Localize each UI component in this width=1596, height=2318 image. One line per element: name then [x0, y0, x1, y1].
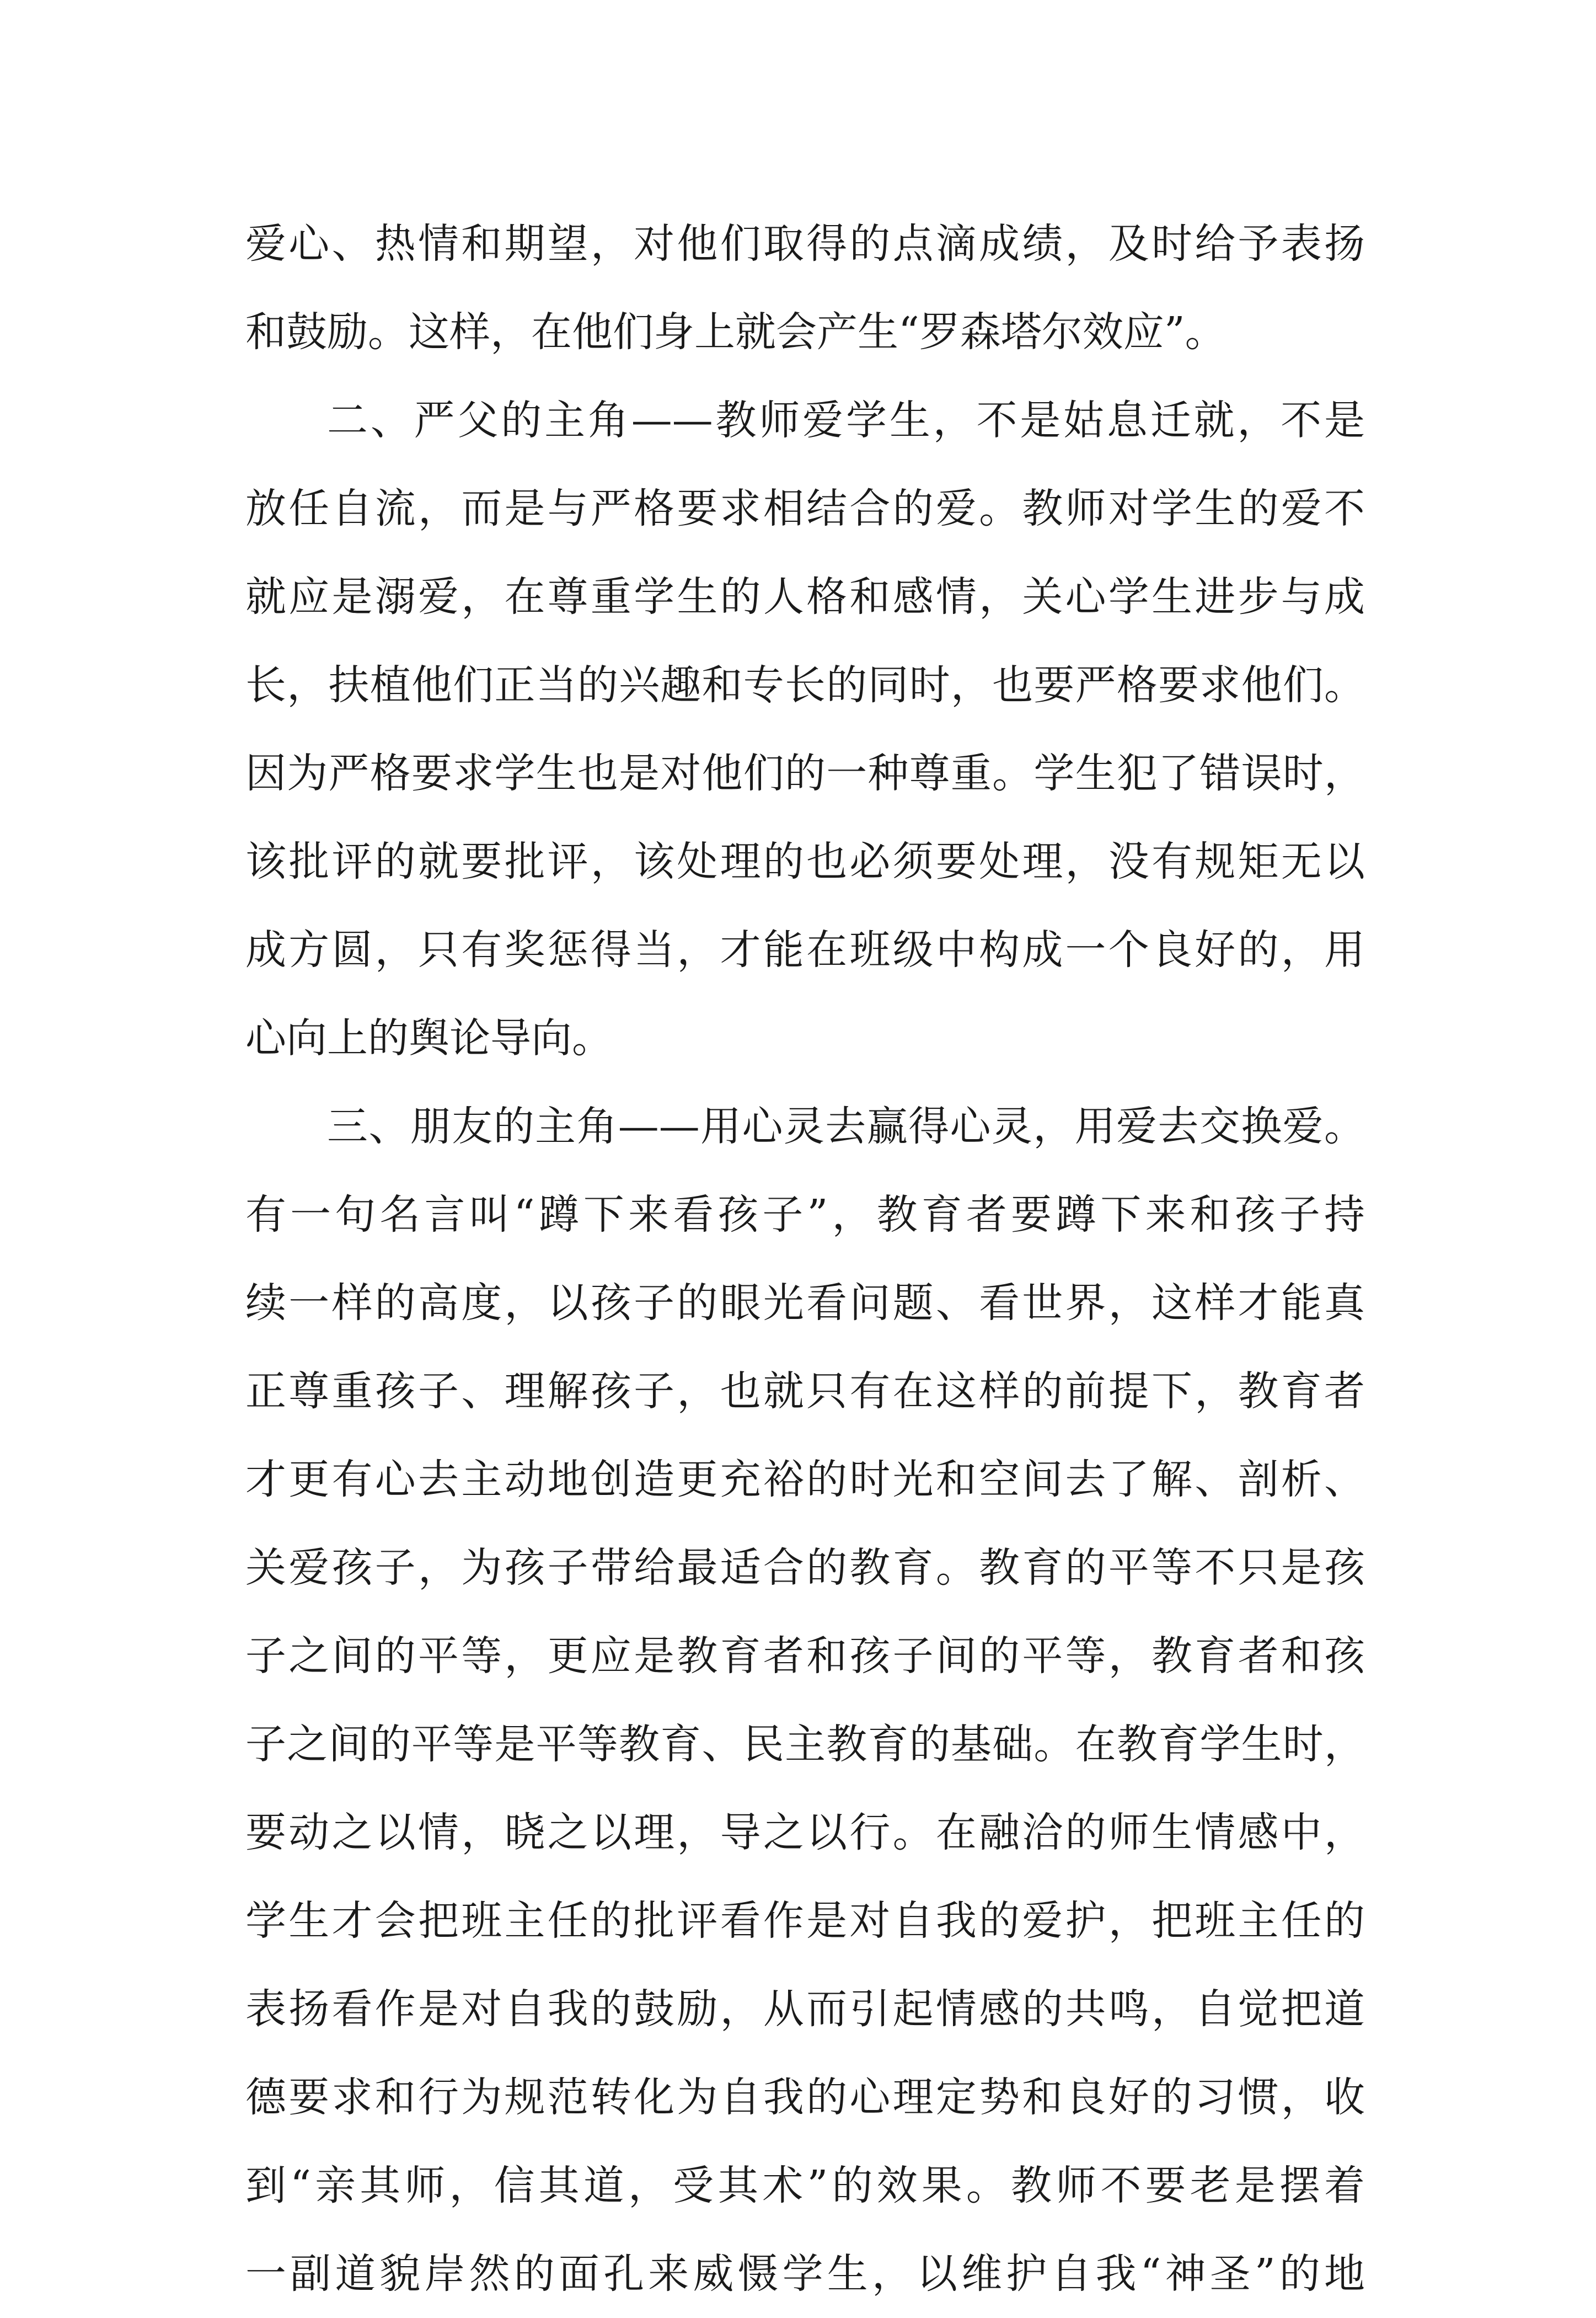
text-line: 一副道貌岸然的面孔来威慑学生，以维护自我“神圣”的地 — [245, 2250, 1365, 2298]
text-line: 成方圆，只有奖惩得当，才能在班级中构成一个良好的，用 — [245, 926, 1365, 974]
text-line: 三、朋友的主角——用心灵去赢得心灵，用爱去交换爱。 — [327, 1103, 1365, 1150]
text-line: 因为严格要求学生也是对他们的一种尊重。学生犯了错误时， — [245, 750, 1365, 797]
text-line: 长，扶植他们正当的兴趣和专长的同时，也要严格要求他们。 — [245, 661, 1365, 709]
text-line: 爱心、热情和期望，对他们取得的点滴成绩，及时给予表扬 — [245, 220, 1365, 268]
text-line: 续一样的高度，以孩子的眼光看问题、看世界，这样才能真 — [245, 1279, 1365, 1327]
text-line: 才更有心去主动地创造更充裕的时光和空间去了解、剖析、 — [245, 1456, 1365, 1503]
text-line: 德要求和行为规范转化为自我的心理定势和良好的习惯，收 — [245, 2074, 1365, 2121]
text-line: 关爱孩子，为孩子带给最适合的教育。教育的平等不只是孩 — [245, 1544, 1365, 1591]
text-line: 正尊重孩子、理解孩子，也就只有在这样的前提下，教育者 — [245, 1368, 1365, 1415]
text-line: 表扬看作是对自我的鼓励，从而引起情感的共鸣，自觉把道 — [245, 1985, 1365, 2033]
text-line: 二、严父的主角——教师爱学生，不是姑息迁就，不是 — [327, 397, 1365, 444]
text-line: 有一句名言叫“蹲下来看孩子”，教育者要蹲下来和孩子持 — [245, 1191, 1365, 1238]
text-line: 学生才会把班主任的批评看作是对自我的爱护，把班主任的 — [245, 1897, 1365, 1945]
text-line: 子之间的平等，更应是教育者和孩子间的平等，教育者和孩 — [245, 1632, 1365, 1680]
text-line: 就应是溺爱，在尊重学生的人格和感情，关心学生进步与成 — [245, 573, 1365, 621]
text-line: 和鼓励。这样，在他们身上就会产生“罗森塔尔效应”。 — [245, 308, 1226, 356]
text-line: 子之间的平等是平等教育、民主教育的基础。在教育学生时， — [245, 1721, 1365, 1768]
body-text — [245, 200, 1365, 2318]
text-line: 要动之以情，晓之以理，导之以行。在融洽的师生情感中， — [245, 1809, 1365, 1856]
text-line: 该批评的就要批评，该处理的也必须要处理，没有规矩无以 — [245, 838, 1365, 885]
text-line: 到“亲其师，信其道，受其术”的效果。教师不要老是摆着 — [245, 2162, 1365, 2209]
text-line: 放任自流，而是与严格要求相结合的爱。教师对学生的爱不 — [245, 485, 1365, 532]
text-line: 心向上的舆论导向。 — [245, 1014, 613, 1062]
